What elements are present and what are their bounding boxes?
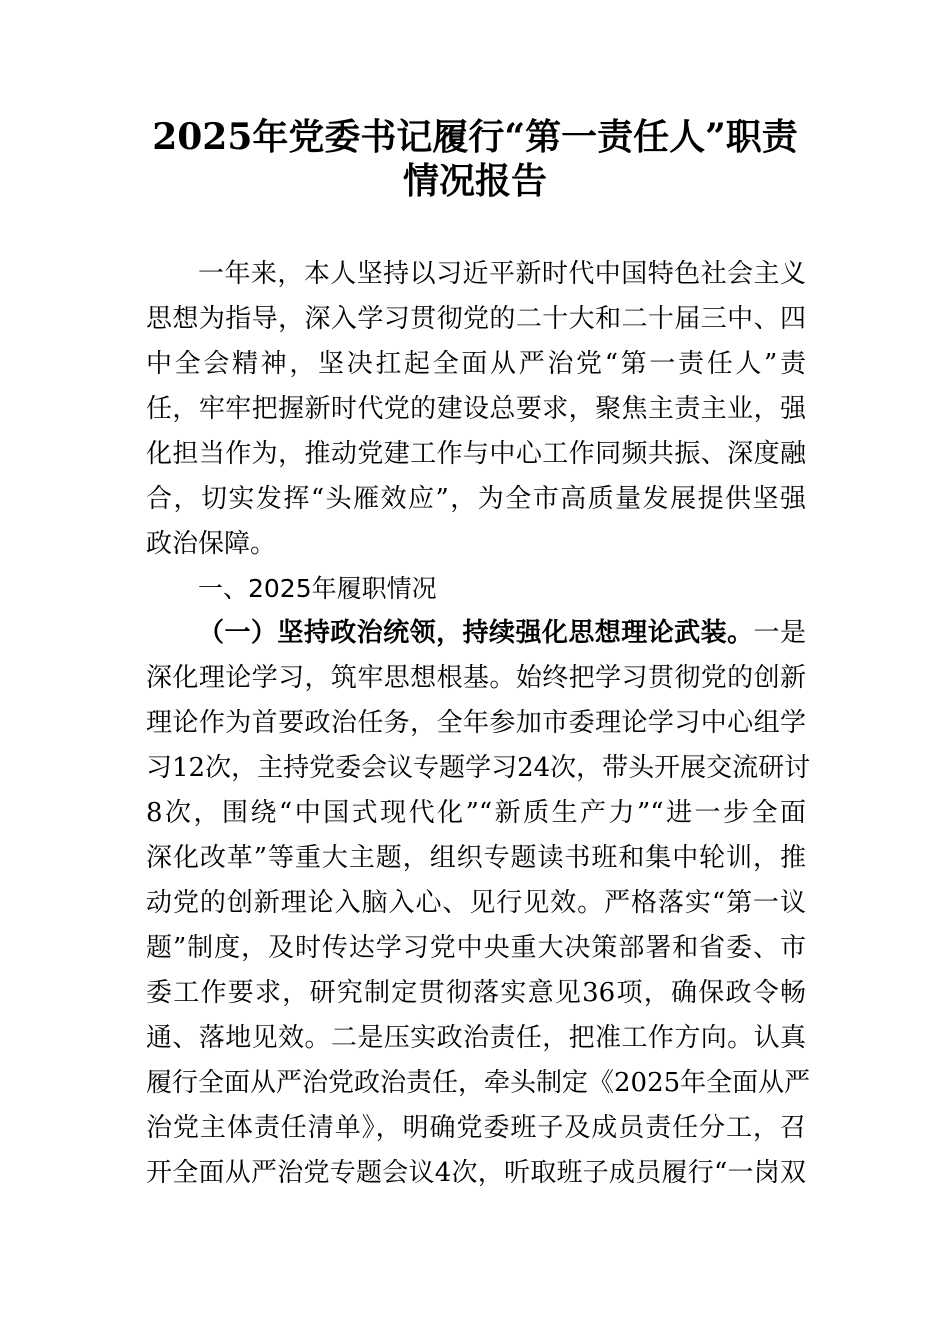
intro-line: 中全会精神，坚决扛起全面从严治党“第一责任人”责 [146,349,806,379]
body-line: 习12次，主持党委会议专题学习24次，带头开展交流研讨 [146,753,811,783]
section-heading: 一、2025年履职情况 [198,574,437,603]
body-line: 理论作为首要政治任务，全年参加市委理论学习中心组学 [146,708,806,738]
subsection-heading: （一）坚持政治统领，持续强化思想理论武装。 [198,618,754,648]
intro-line: 任，牢牢把握新时代党的建设总要求，聚焦主责主业，强 [146,394,806,424]
document-title-line-2: 情况报告 [402,160,547,202]
intro-line: 合，切实发挥“头雁效应”，为全市高质量发展提供坚强 [146,484,806,514]
document-title-line-1: 2025年党委书记履行“第一责任人”职责 [152,116,798,158]
body-line: 题”制度，及时传达学习党中央重大决策部署和省委、市 [146,933,806,963]
body-line: 8次，围绕“中国式现代化”“新质生产力”“进一步全面 [146,798,806,828]
body-line: 动党的创新理论入脑入心、见行见效。严格落实“第一议 [146,888,806,918]
body-line: 治党主体责任清单》，明确党委班子及成员责任分工，召 [146,1113,806,1143]
intro-line: 一年来，本人坚持以习近平新时代中国特色社会主义 [198,259,806,289]
body-line: 深化改革”等重大主题，组织专题读书班和集中轮训，推 [146,843,806,873]
intro-line: 化担当作为，推动党建工作与中心工作同频共振、深度融 [146,439,806,469]
body-line: 深化理论学习，筑牢思想根基。始终把学习贯彻党的创新 [146,663,806,693]
body-line: 履行全面从严治党政治责任，牵头制定《2025年全面从严 [146,1068,811,1098]
subsection-first-line [198,615,806,652]
body-line: 通、落地见效。二是压实政治责任，把准工作方向。认真 [146,1023,806,1053]
subsection-first-line-rest: 一是 [753,618,806,648]
intro-line: 思想为指导，深入学习贯彻党的二十大和二十届三中、四 [146,304,806,334]
intro-line: 政治保障。 [146,529,277,559]
body-line: 委工作要求，研究制定贯彻落实意见36项，确保政令畅 [146,978,806,1008]
body-line: 开全面从严治党专题会议4次，听取班子成员履行“一岗双 [146,1158,806,1188]
